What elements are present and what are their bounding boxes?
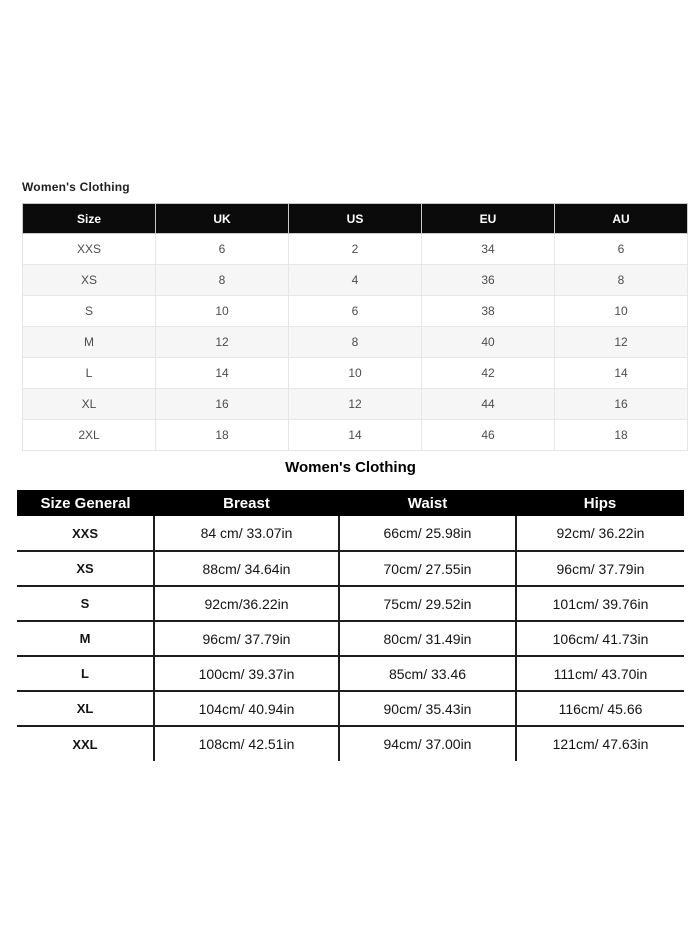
header-row [23, 204, 688, 234]
table-row [23, 234, 688, 265]
table-cell: 6 [289, 296, 422, 327]
table-cell: 4 [289, 265, 422, 296]
table-row [23, 265, 688, 296]
table-cell: 38 [422, 296, 555, 327]
table-cell: 121cm/ 47.63in [516, 726, 684, 761]
column-header: AU [555, 204, 688, 234]
international-sizes-section [22, 180, 687, 451]
body-measurements-section [17, 459, 684, 761]
table-cell: S [17, 586, 154, 621]
table-cell: 42 [422, 358, 555, 389]
table-cell: 12 [289, 389, 422, 420]
table-cell: 2XL [23, 420, 156, 451]
table-cell: XL [23, 389, 156, 420]
table-cell: 92cm/ 36.22in [516, 516, 684, 551]
table-cell: XXS [71, 525, 98, 541]
table-row [23, 358, 688, 389]
table-cell: XL [17, 691, 154, 726]
table-cell: 44 [422, 389, 555, 420]
table-row [23, 327, 688, 358]
column-header: Size General [17, 490, 154, 516]
table-cell: 2 [289, 234, 422, 265]
table-cell: XXL [17, 726, 154, 761]
column-header: US [289, 204, 422, 234]
table-cell: 90cm/ 35.43in [339, 691, 516, 726]
table-cell: 10 [555, 296, 688, 327]
table-row [17, 516, 684, 551]
table-cell: L [17, 656, 154, 691]
table-cell: 111cm/ 43.70in [516, 656, 684, 691]
table-cell: S [23, 296, 156, 327]
column-header: EU [422, 204, 555, 234]
table-cell: 66cm/ 25.98in [339, 516, 516, 551]
table-cell: 85cm/ 33.46 [339, 656, 516, 691]
column-header: Breast [154, 490, 339, 516]
table-cell: 16 [555, 389, 688, 420]
table-cell: 80cm/ 31.49in [339, 621, 516, 656]
table-cell: 14 [289, 420, 422, 451]
table-row [17, 691, 684, 726]
table-cell: 14 [156, 358, 289, 389]
international-sizes-table [22, 203, 688, 451]
international-sizes-label: Women's Clothing [22, 180, 130, 194]
table-row [23, 389, 688, 420]
column-header: UK [156, 204, 289, 234]
table-cell: 36 [422, 265, 555, 296]
table-cell: 94cm/ 37.00in [339, 726, 516, 761]
header-row [17, 490, 684, 516]
table-cell: 108cm/ 42.51in [154, 726, 339, 761]
body-measurements-table [17, 490, 684, 761]
body-measurements-title: Women's Clothing [285, 459, 416, 476]
table-cell: 96cm/ 37.79in [154, 621, 339, 656]
table-cell: 8 [156, 265, 289, 296]
table-cell: M [23, 327, 156, 358]
table-cell: 46 [422, 420, 555, 451]
table-cell: 6 [555, 234, 688, 265]
column-header: Hips [516, 490, 684, 516]
table-cell: 92cm/36.22in [154, 586, 339, 621]
table-row [17, 726, 684, 761]
table-row [23, 296, 688, 327]
table-cell: 8 [555, 265, 688, 296]
table-cell: 14 [555, 358, 688, 389]
table-cell: L [23, 358, 156, 389]
table-cell: 100cm/ 39.37in [154, 656, 339, 691]
table-row [17, 586, 684, 621]
table-row [17, 551, 684, 586]
table-row [23, 420, 688, 451]
table-cell: 96cm/ 37.79in [516, 551, 684, 586]
table-cell: 10 [289, 358, 422, 389]
table-cell: 40 [422, 327, 555, 358]
table-cell: XS [23, 265, 156, 296]
table-cell: 12 [555, 327, 688, 358]
table-cell: 8 [289, 327, 422, 358]
table-cell: 104cm/ 40.94in [154, 691, 339, 726]
table-cell: 116cm/ 45.66 [516, 691, 684, 726]
table-cell: 70cm/ 27.55in [339, 551, 516, 586]
table-cell: 84 cm/ 33.07in [154, 516, 339, 551]
table-cell: M [17, 621, 154, 656]
table-cell: 34 [422, 234, 555, 265]
table-cell: 101cm/ 39.76in [516, 586, 684, 621]
table-cell: 18 [555, 420, 688, 451]
table-cell: XS [17, 551, 154, 586]
table-cell: 10 [156, 296, 289, 327]
table-cell: 6 [156, 234, 289, 265]
table-cell: 18 [156, 420, 289, 451]
table-cell: 106cm/ 41.73in [516, 621, 684, 656]
table-cell: 75cm/ 29.52in [339, 586, 516, 621]
table-cell: 16 [156, 389, 289, 420]
table-row [17, 621, 684, 656]
table-cell: 88cm/ 34.64in [154, 551, 339, 586]
table-cell: 12 [156, 327, 289, 358]
column-header: Waist [339, 490, 516, 516]
table-cell: XXS [23, 234, 156, 265]
column-header: Size [23, 204, 156, 234]
table-row [17, 656, 684, 691]
